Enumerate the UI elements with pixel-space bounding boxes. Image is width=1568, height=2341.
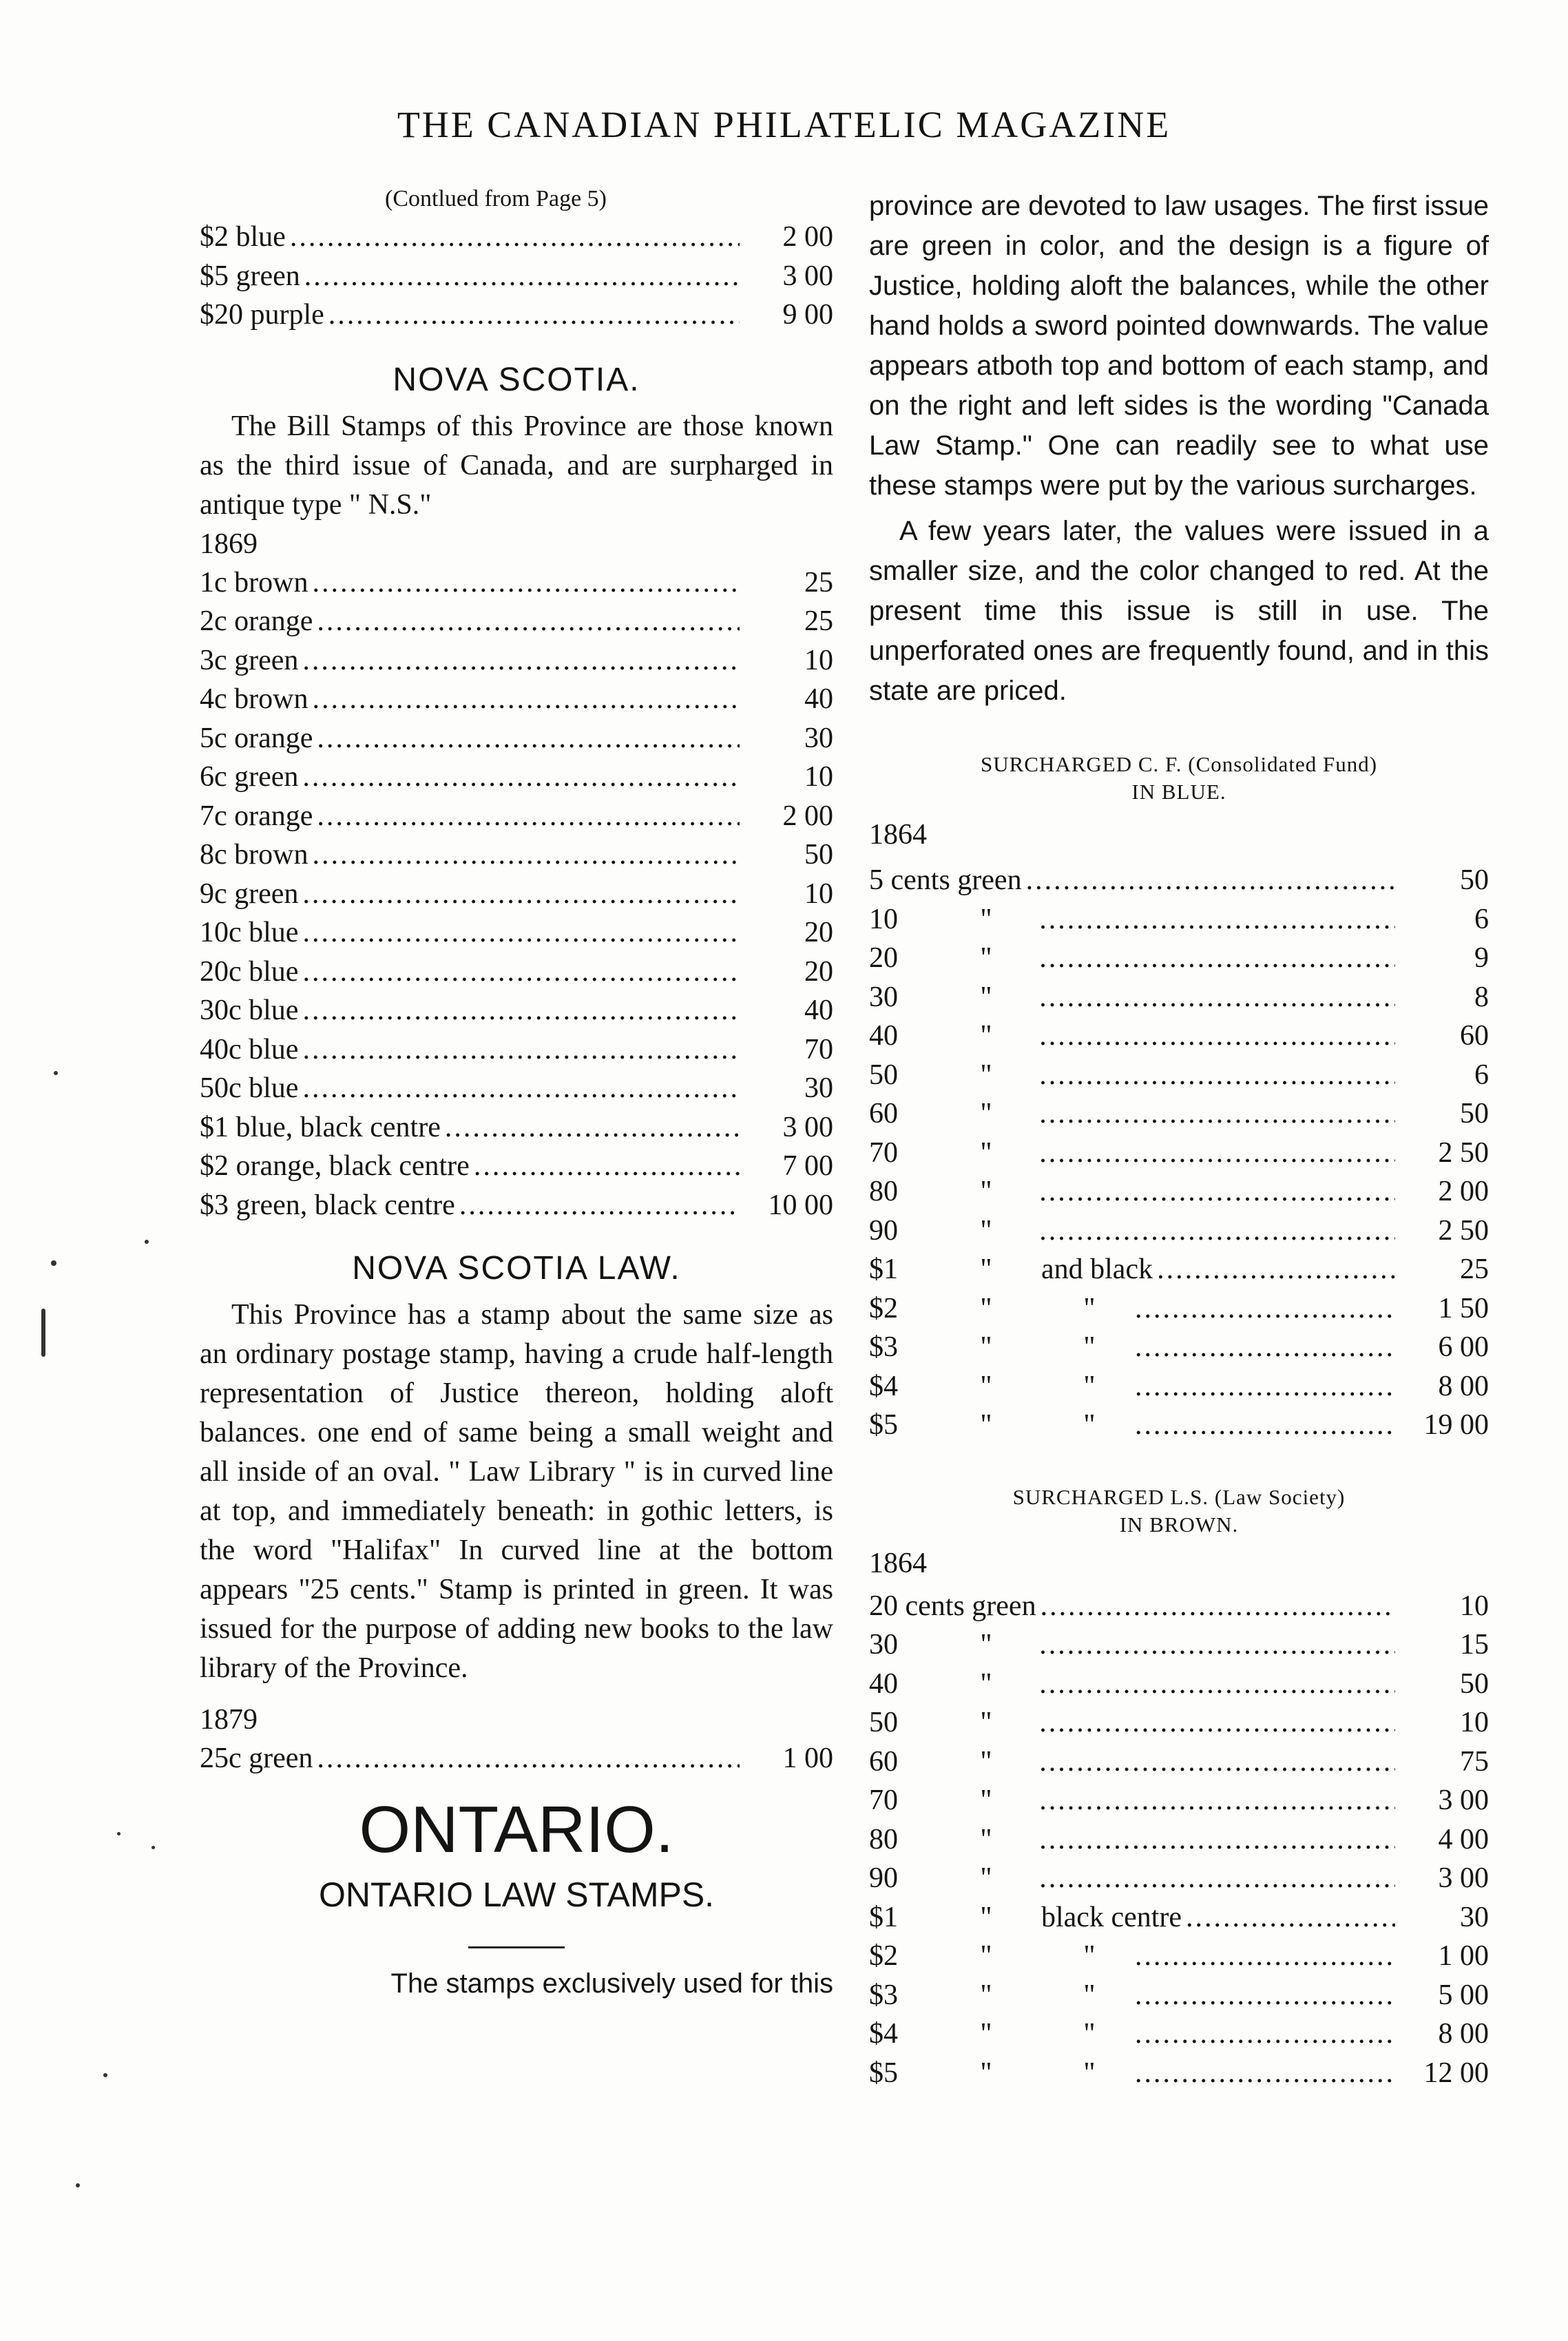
leader-dots: [304, 257, 740, 296]
item-value: 70: [869, 1136, 898, 1169]
list-item: [869, 1703, 1489, 1742]
ontario-heading: ONTARIO.: [359, 1792, 674, 1866]
item-value: 80: [869, 1823, 898, 1855]
ls-heading-line1: SURCHARGED L.S. (Law Society): [1012, 1484, 1346, 1509]
ditto-mark: ": [980, 1059, 992, 1091]
item-value: 90: [869, 1214, 898, 1247]
item-value: $4: [869, 1370, 898, 1402]
item-price: 10 00: [768, 1189, 833, 1221]
item-value: $5: [869, 1409, 898, 1441]
leader-dots: [1039, 1781, 1395, 1820]
item-price: 30: [804, 1072, 833, 1104]
item-price: 3 00: [782, 1111, 833, 1143]
ditto-mark: ": [980, 1823, 992, 1855]
item-value: $1: [869, 1901, 898, 1933]
item-detail: ": [1083, 1331, 1096, 1363]
leader-dots: [1135, 1406, 1395, 1445]
leader-dots: [302, 875, 740, 914]
item-price: 6: [1474, 903, 1489, 935]
item-name: 1c brown: [200, 566, 309, 599]
list-item: [200, 1186, 833, 1225]
item-price: 15: [1460, 1629, 1489, 1661]
ditto-mark: ": [980, 1020, 992, 1052]
leader-dots: [1039, 1820, 1395, 1860]
leader-dots: [312, 835, 740, 875]
item-price: 10: [1460, 1590, 1489, 1622]
continued-note: (Contlued from Page 5): [385, 186, 607, 211]
leader-dots: [312, 680, 740, 719]
ontario-subheading: ONTARIO LAW STAMPS.: [318, 1875, 715, 1914]
item-price: 1 50: [1438, 1292, 1489, 1324]
list-item: [200, 797, 833, 836]
item-price: 10: [1460, 1707, 1489, 1738]
item-price: 7 00: [782, 1150, 833, 1182]
item-value: 40: [869, 1667, 898, 1700]
list-item: [869, 861, 1489, 900]
item-price: 25: [804, 566, 833, 599]
item-name: 6c green: [200, 761, 299, 793]
item-value: 20 cents green: [869, 1590, 1036, 1622]
item-value: $2: [869, 1940, 898, 1972]
item-price: 9: [1474, 942, 1489, 974]
item-price: 2 50: [1438, 1214, 1489, 1247]
list-item: [200, 218, 833, 257]
leader-dots: [302, 953, 740, 992]
nova-scotia-law-body: This Province has a stamp about the same size as an ordinary postage stamp, having a crude half-length representation of Justice thereon, holding aloft balances. one end of same being a small weight and all inside of an oval. " Law Library " is in curved line at top, and immediately beneath: in gothic letters, is the word "Halifax" In curved line at the bottom appears "25 cents." Stamp is printed in green. It was issued for the purpose of adding new books to the law library of the Province.: [200, 1299, 833, 1684]
item-detail: ": [1083, 1940, 1096, 1972]
item-price: 3 00: [782, 260, 833, 292]
item-price: 20: [804, 955, 833, 988]
item-name: 25c green: [200, 1742, 313, 1774]
leader-dots: [1039, 1017, 1395, 1056]
list-item: [869, 939, 1489, 978]
item-price: 10: [804, 877, 833, 910]
item-value: 5 cents green: [869, 864, 1022, 896]
leader-dots: [1039, 1056, 1395, 1095]
item-detail: ": [1083, 2018, 1096, 2050]
leader-dots: [1039, 1625, 1395, 1665]
list-item: [869, 1625, 1489, 1665]
list-item: [869, 1820, 1489, 1860]
ink-speck: [76, 2183, 80, 2187]
leader-dots: [1135, 1328, 1395, 1367]
item-price: 12 00: [1423, 2057, 1489, 2089]
ditto-mark: ": [980, 1707, 992, 1738]
item-name: $1 blue, black centre: [200, 1111, 441, 1143]
item-price: 2 50: [1438, 1136, 1489, 1169]
ditto-mark: ": [980, 942, 992, 974]
cf-year: 1864: [869, 819, 927, 851]
nova-scotia-law-year: 1879: [200, 1704, 258, 1736]
right-column: [869, 186, 1489, 2092]
law-stamps-paragraph-2: A few years later, the values were issued in a smaller size, and the color changed to red. At the present time this issue is still in use. The unperforated ones are frequently found, and in this state are priced.: [869, 516, 1489, 706]
leader-dots: [1039, 1172, 1395, 1211]
list-item: [200, 719, 833, 758]
item-price: 6 00: [1438, 1331, 1489, 1363]
item-detail: ": [1083, 1409, 1096, 1441]
leader-dots: [1039, 1859, 1395, 1898]
cf-price-list: [869, 861, 1489, 1445]
leader-dots: [290, 218, 740, 257]
ditto-mark: ": [980, 1940, 992, 1972]
leader-dots: [445, 1108, 740, 1147]
ditto-mark: ": [980, 1176, 992, 1207]
item-price: 8 00: [1438, 1370, 1489, 1402]
item-value: 70: [869, 1785, 898, 1816]
leader-dots: [1186, 1898, 1395, 1937]
ditto-mark: ": [980, 2018, 992, 2050]
item-price: 50: [804, 839, 833, 871]
ditto-mark: ": [980, 1667, 992, 1700]
item-price: 3 00: [1438, 1862, 1489, 1894]
ditto-mark: ": [980, 1214, 992, 1247]
item-value: $2: [869, 1292, 898, 1324]
list-item: [869, 1587, 1489, 1626]
leader-dots: [1135, 2015, 1395, 2054]
cf-heading-line1: SURCHARGED C. F. (Consolidated Fund): [980, 752, 1378, 776]
leader-dots: [328, 295, 740, 335]
list-item: [869, 1328, 1489, 1367]
leader-dots: [317, 1739, 740, 1778]
item-name: 4c brown: [200, 683, 309, 715]
list-item: [869, 1665, 1489, 1704]
list-item: [200, 913, 833, 953]
page-title: THE CANADIAN PHILATELIC MAGAZINE: [397, 104, 1171, 145]
item-name: 2c orange: [200, 605, 313, 637]
item-price: 25: [1460, 1253, 1489, 1285]
leader-dots: [312, 563, 740, 603]
nova-scotia-intro: The Bill Stamps of this Province are those known as the third issue of Canada, and are surpharged in antique type " N.S.": [200, 410, 833, 521]
list-item: [869, 1898, 1489, 1937]
item-price: 40: [804, 683, 833, 715]
top-price-list: [200, 218, 833, 335]
item-value: $3: [869, 1331, 898, 1363]
item-name: 10c blue: [200, 917, 299, 948]
item-price: 1 00: [1438, 1940, 1489, 1972]
ditto-mark: ": [980, 1862, 992, 1894]
item-price: 60: [1460, 1020, 1489, 1052]
left-column: [200, 186, 833, 2004]
leader-dots: [1135, 1367, 1395, 1406]
list-item: [869, 2054, 1489, 2093]
ink-speck: [117, 1832, 121, 1835]
list-item: [869, 1781, 1489, 1820]
list-item: [200, 758, 833, 797]
ink-speck: [41, 1309, 45, 1357]
list-item: [869, 1250, 1489, 1289]
list-item: [200, 991, 833, 1030]
ditto-mark: ": [980, 1629, 992, 1661]
list-item: [200, 1108, 833, 1147]
item-price: 5 00: [1438, 1979, 1489, 2011]
item-price: 50: [1460, 1667, 1489, 1700]
item-price: 3 00: [1438, 1785, 1489, 1816]
list-item: [200, 1147, 833, 1186]
item-name: 40c blue: [200, 1033, 299, 1065]
list-item: [869, 900, 1489, 939]
ditto-mark: ": [980, 2057, 992, 2089]
item-value: 90: [869, 1862, 898, 1894]
leader-dots: [302, 913, 740, 953]
item-value: 30: [869, 1629, 898, 1661]
list-item: [869, 1976, 1489, 2015]
item-price: 4 00: [1438, 1823, 1489, 1855]
item-price: 2 00: [782, 221, 833, 253]
item-price: 25: [804, 605, 833, 637]
item-price: 8 00: [1438, 2018, 1489, 2050]
ditto-mark: ": [980, 903, 992, 935]
leader-dots: [1039, 1703, 1395, 1742]
item-price: 19 00: [1423, 1409, 1489, 1441]
item-name: 3c green: [200, 644, 299, 676]
leader-dots: [1026, 861, 1395, 900]
list-item: [869, 1094, 1489, 1134]
leader-dots: [1039, 1742, 1395, 1782]
ink-speck: [51, 1260, 56, 1266]
item-price: 2 00: [782, 800, 833, 832]
list-item: [200, 1739, 833, 1778]
item-detail: ": [1083, 1292, 1096, 1324]
item-price: 10: [804, 644, 833, 676]
item-name: $20 purple: [200, 299, 324, 331]
item-value: 80: [869, 1176, 898, 1207]
list-item: [869, 2015, 1489, 2054]
leader-dots: [1135, 1976, 1395, 2015]
item-detail: ": [1083, 1370, 1096, 1402]
item-price: 40: [804, 995, 833, 1026]
ontario-lead: The stamps exclusively used for this: [390, 1968, 833, 1999]
item-name: 50c blue: [200, 1072, 299, 1104]
item-value: $5: [869, 2057, 898, 2089]
leader-dots: [1039, 1134, 1395, 1173]
item-value: 20: [869, 942, 898, 974]
item-price: 30: [804, 722, 833, 754]
item-name: 8c brown: [200, 839, 309, 871]
leader-dots: [1135, 1289, 1395, 1329]
item-detail: and black: [1041, 1253, 1153, 1285]
list-item: [869, 1172, 1489, 1211]
list-item: [200, 257, 833, 296]
ditto-mark: ": [980, 1253, 992, 1285]
item-detail: ": [1083, 1979, 1096, 2011]
leader-dots: [302, 1030, 740, 1070]
list-item: [200, 563, 833, 603]
item-detail: black centre: [1041, 1901, 1182, 1933]
leader-dots: [1135, 1937, 1395, 1976]
list-item: [200, 1069, 833, 1108]
item-price: 9 00: [782, 299, 833, 331]
leader-dots: [459, 1186, 740, 1225]
list-item: [200, 835, 833, 875]
list-item: [200, 602, 833, 641]
leader-dots: [302, 991, 740, 1030]
ink-speck: [54, 1071, 58, 1075]
item-name: $3 green, black centre: [200, 1189, 455, 1221]
list-item: [200, 875, 833, 914]
law-stamps-paragraph-1: province are devoted to law usages. The first issue are green in color, and the design is a figure of Justice, holding aloft the balances, while the other hand holds a sword pointed downwards. The value appears atboth top and bottom of each stamp, and on the right and left sides is the wording "Canada Law Stamp." One can readily see to what use these stamps were put by the various surcharges.: [869, 191, 1489, 501]
item-detail: ": [1083, 2057, 1096, 2089]
list-item: [200, 680, 833, 719]
leader-dots: [1039, 1094, 1395, 1134]
item-price: 50: [1460, 1098, 1489, 1130]
nova-scotia-year: 1869: [200, 528, 258, 560]
nova-scotia-heading: NOVA SCOTIA.: [393, 361, 640, 398]
list-item: [869, 1406, 1489, 1445]
nova-scotia-price-list: [200, 563, 833, 1225]
item-price: 50: [1460, 864, 1489, 896]
ink-speck: [151, 1846, 155, 1849]
leader-dots: [1157, 1250, 1395, 1289]
list-item: [200, 1030, 833, 1070]
leader-dots: [317, 797, 740, 836]
list-item: [869, 1056, 1489, 1095]
ls-year: 1864: [869, 1547, 927, 1579]
item-price: 10: [804, 761, 833, 793]
leader-dots: [302, 1069, 740, 1108]
item-value: 60: [869, 1745, 898, 1778]
item-name: 7c orange: [200, 800, 313, 832]
item-name: 30c blue: [200, 995, 299, 1026]
leader-dots: [474, 1147, 740, 1186]
item-value: 60: [869, 1098, 898, 1130]
item-price: 20: [804, 917, 833, 948]
ink-speck: [145, 1240, 149, 1244]
item-value: $4: [869, 2018, 898, 2050]
ditto-mark: ": [980, 1901, 992, 1933]
item-value: $3: [869, 1979, 898, 2011]
ditto-mark: ": [980, 1745, 992, 1778]
list-item: [869, 1017, 1489, 1056]
item-name: $2 orange, black centre: [200, 1150, 470, 1182]
leader-dots: [317, 719, 740, 758]
leader-dots: [302, 641, 740, 680]
list-item: [869, 1859, 1489, 1898]
ditto-mark: ": [980, 1979, 992, 2011]
item-price: 2 00: [1438, 1176, 1489, 1207]
ink-speck: [103, 2073, 107, 2077]
leader-dots: [317, 602, 740, 641]
item-price: 75: [1460, 1745, 1489, 1778]
item-name: 5c orange: [200, 722, 313, 754]
ditto-mark: ": [980, 1136, 992, 1169]
item-value: 50: [869, 1707, 898, 1738]
list-item: [869, 1367, 1489, 1406]
item-name: 9c green: [200, 877, 299, 910]
leader-dots: [1041, 1587, 1395, 1626]
ls-price-list: [869, 1587, 1489, 2093]
list-item: [869, 1742, 1489, 1782]
item-name: $2 blue: [200, 221, 286, 253]
item-value: 10: [869, 903, 898, 935]
ditto-mark: ": [980, 1785, 992, 1816]
item-price: 8: [1474, 981, 1489, 1013]
ditto-mark: ": [980, 1331, 992, 1363]
ls-heading-line2: IN BROWN.: [1119, 1512, 1239, 1537]
list-item: [869, 1134, 1489, 1173]
leader-dots: [1039, 978, 1395, 1017]
list-item: [869, 1289, 1489, 1329]
ditto-mark: ": [980, 1098, 992, 1130]
item-name: 20c blue: [200, 955, 299, 988]
leader-dots: [302, 758, 740, 797]
cf-heading-line2: IN BLUE.: [1131, 780, 1226, 804]
item-price: 70: [804, 1033, 833, 1065]
leader-dots: [1039, 939, 1395, 978]
nova-scotia-law-heading: NOVA SCOTIA LAW.: [352, 1250, 681, 1287]
leader-dots: [1039, 1211, 1395, 1251]
ditto-mark: ": [980, 1409, 992, 1441]
section-rule: [468, 1946, 565, 1948]
list-item: [869, 978, 1489, 1017]
item-price: 1 00: [782, 1742, 833, 1774]
leader-dots: [1135, 2054, 1395, 2093]
item-value: $1: [869, 1253, 898, 1285]
ditto-mark: ": [980, 1370, 992, 1402]
list-item: [869, 1211, 1489, 1251]
ditto-mark: ": [980, 1292, 992, 1324]
leader-dots: [1039, 900, 1395, 939]
item-value: 30: [869, 981, 898, 1013]
list-item: [200, 953, 833, 992]
item-price: 30: [1460, 1901, 1489, 1933]
list-item: [869, 1937, 1489, 1976]
item-value: 50: [869, 1059, 898, 1091]
list-item: [200, 641, 833, 680]
item-name: $5 green: [200, 260, 300, 292]
ditto-mark: ": [980, 981, 992, 1013]
leader-dots: [1039, 1665, 1395, 1704]
item-value: 40: [869, 1020, 898, 1052]
list-item: [200, 295, 833, 335]
item-price: 6: [1474, 1059, 1489, 1091]
